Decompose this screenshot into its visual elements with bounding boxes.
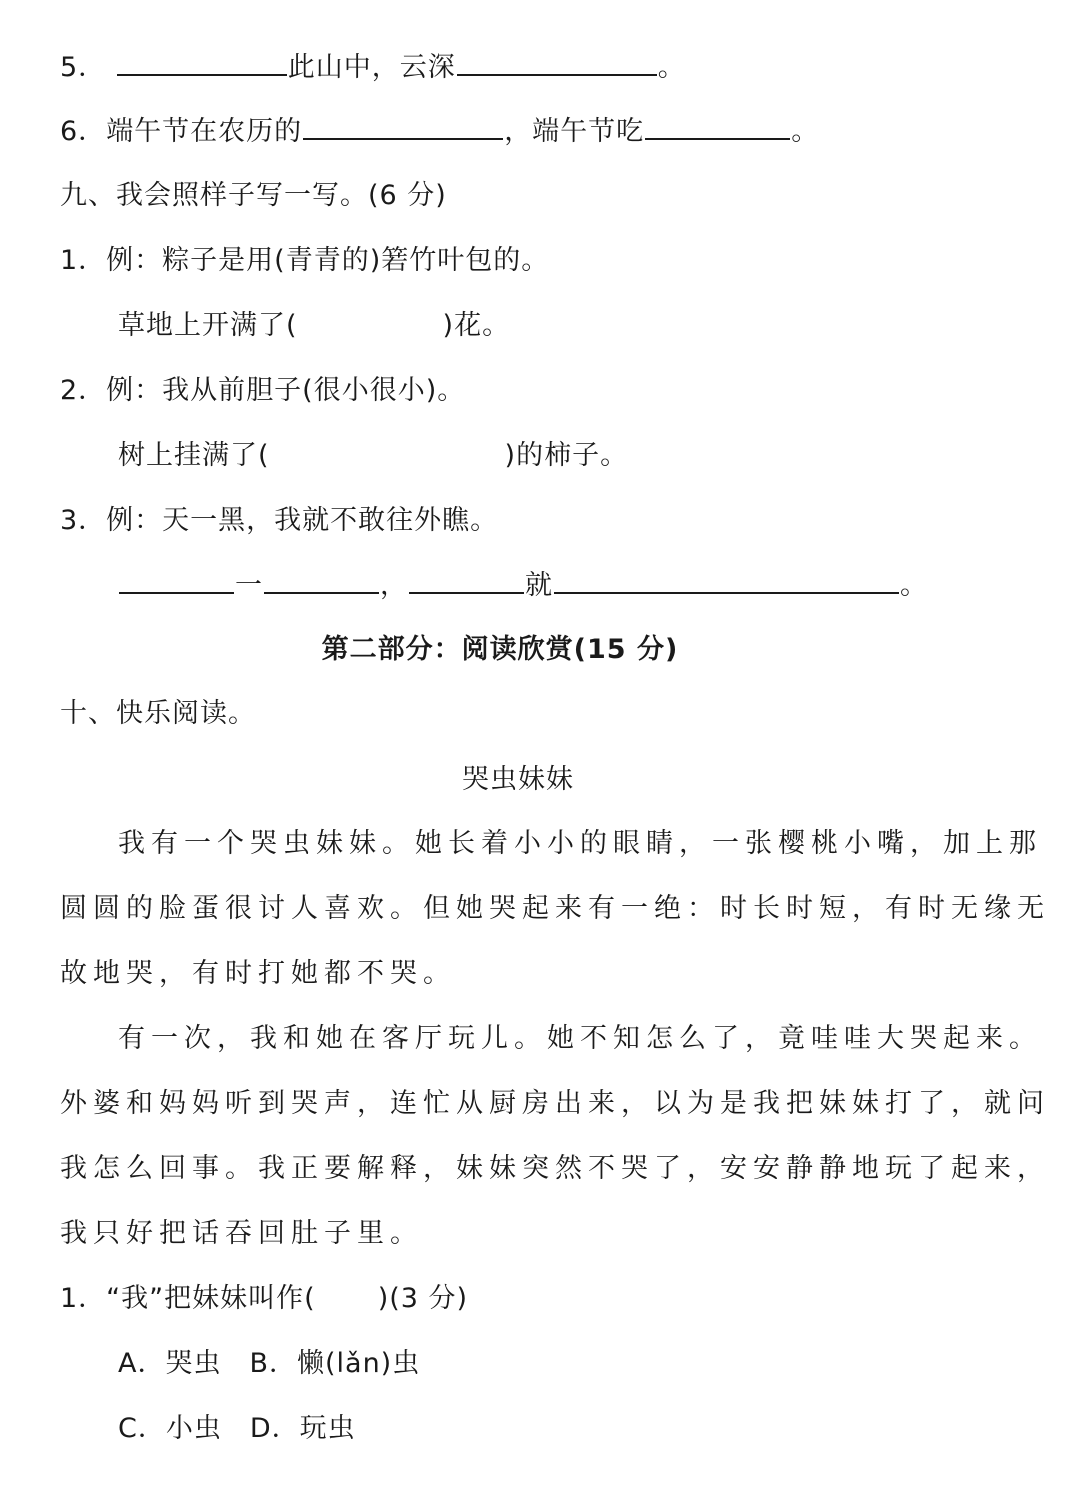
passage-line: 我有一个哭虫妹妹。她长着小小的眼睛，一张樱桃小嘴，加上那 [118, 828, 1042, 859]
passage-line: 故地哭，有时打她都不哭。 [60, 958, 456, 989]
question-text: ，端午节吃 [504, 116, 645, 147]
passage-line: 我怎么回事。我正要解释，妹妹突然不哭了，安安静静地玩了起来， [60, 1153, 1050, 1184]
passage-line: 圆圆的脸蛋很讨人喜欢。但她哭起来有一绝：时长时短，有时无缘无 [60, 893, 1050, 924]
passage-line: 我只好把话吞回肚子里。 [60, 1218, 423, 1249]
passage-line: 有一次，我和她在客厅玩儿。她不知怎么了，竟哇哇大哭起来。 [118, 1023, 1042, 1054]
answer-blank[interactable] [117, 50, 287, 76]
question-number: 5． [60, 52, 107, 83]
reading-question-1 [60, 1281, 468, 1317]
question-text: 1．“我”把妹妹叫作( [60, 1283, 316, 1314]
section-9-task-2 [118, 438, 628, 474]
section-9-example-3: 3．例：天一黑，我就不敢往外瞧。 [60, 505, 499, 536]
task-text: ， [380, 570, 408, 601]
section-9-example-1: 1．例：粽子是用(青青的)箬竹叶包的。 [60, 245, 550, 276]
answer-blank[interactable] [303, 114, 503, 140]
answer-blank[interactable] [554, 568, 899, 594]
question-text: )(3 分) [377, 1283, 469, 1314]
task-text: 就 [525, 570, 553, 601]
question-end: 。 [791, 116, 820, 147]
answer-blank[interactable] [409, 568, 524, 594]
part-2-title: 第二部分：阅读欣赏(15 分) [321, 634, 679, 665]
passage-title: 哭虫妹妹 [462, 764, 574, 795]
options-row-1[interactable]: A．哭虫 B．懒(lǎn)虫 [118, 1348, 421, 1379]
question-6 [60, 114, 819, 150]
answer-blank[interactable] [119, 568, 234, 594]
options-row-2[interactable]: C．小虫 D．玩虫 [118, 1413, 356, 1444]
task-text: 一 [235, 570, 263, 601]
task-text: 树上挂满了( [118, 440, 270, 471]
answer-blank[interactable] [264, 568, 379, 594]
question-end: 。 [657, 52, 686, 83]
question-5 [60, 50, 686, 86]
task-text: )花。 [442, 310, 511, 341]
question-text: 端午节在农历的 [106, 116, 303, 147]
task-text: )的柿子。 [504, 440, 629, 471]
section-9-task-1 [118, 308, 510, 344]
task-text: 。 [900, 570, 928, 601]
section-9-example-2: 2．例：我从前胆子(很小很小)。 [60, 375, 466, 406]
question-text: 此山中，云深 [287, 52, 456, 83]
answer-blank[interactable] [645, 114, 790, 140]
passage-line: 外婆和妈妈听到哭声，连忙从厨房出来，以为是我把妹妹打了，就问 [60, 1088, 1050, 1119]
section-9-task-3 [118, 568, 928, 604]
section-10-title: 十、快乐阅读。 [60, 698, 256, 729]
section-9-title: 九、我会照样子写一写。(6 分) [60, 180, 447, 211]
question-number: 6． [60, 116, 107, 147]
task-text: 草地上开满了( [118, 310, 298, 341]
answer-blank[interactable] [457, 50, 657, 76]
